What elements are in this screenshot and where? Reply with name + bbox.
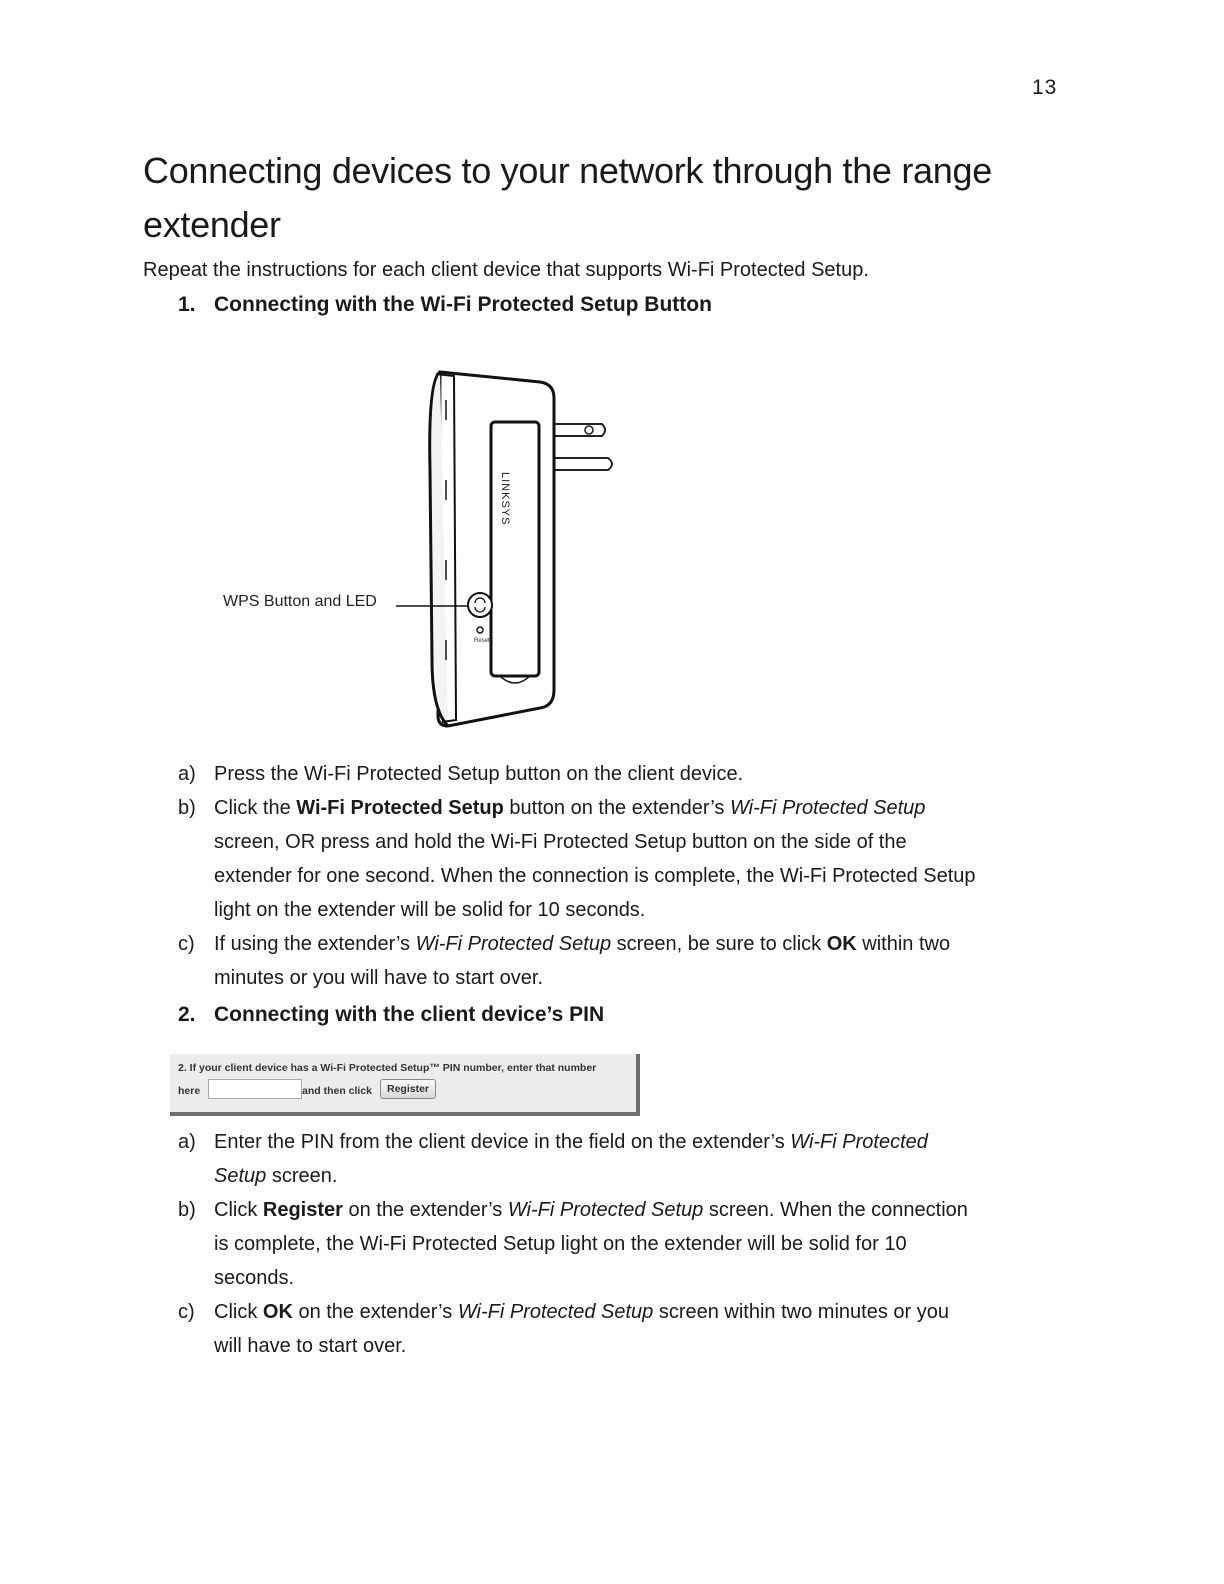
pin-entry-screenshot: [170, 1054, 640, 1116]
step-text: If using the extender’s: [214, 933, 416, 955]
step-label: b): [178, 797, 196, 819]
section2-heading: [178, 1001, 604, 1029]
step-text: Wi-Fi Protected Setup: [296, 797, 504, 819]
section2-steps: [178, 1125, 978, 1363]
step-text: screen. When the connection is complete, the Wi-Fi Protected Setup light on the extender will be solid for 10 seconds.: [214, 1199, 968, 1289]
reset-hole: [477, 627, 483, 633]
intro-text: Repeat the instructions for each client device that supports Wi-Fi Protected Setup.: [143, 259, 869, 281]
pin-here-label: here: [178, 1085, 201, 1097]
pin-then-label: and then click: [302, 1085, 373, 1097]
section1-step: [178, 791, 978, 927]
step-label: b): [178, 1199, 196, 1221]
step-text: within two minutes or you will have to start over.: [214, 933, 951, 989]
step-text: OK: [826, 933, 857, 955]
section2-step: [178, 1125, 978, 1193]
step-text: screen, be sure to click: [611, 933, 827, 955]
step-text: Click: [214, 1301, 263, 1323]
step-text: Wi-Fi Protected Setup: [214, 1131, 928, 1187]
step-text: screen, OR press and hold the Wi-Fi Protected Setup button on the side of the extender for one second. When the connection is complete, the Wi-Fi Protected Setup light on the extender will be solid for 10 seconds.: [214, 831, 976, 921]
step-text: Wi-Fi Protected Setup: [415, 933, 612, 955]
reset-label: Reset: [474, 638, 490, 644]
step-text: on the extender’s: [292, 1301, 458, 1323]
register-button[interactable]: Register: [380, 1079, 436, 1099]
range-extender-drawing: [210, 360, 630, 730]
step-label: a): [178, 1131, 196, 1153]
step-text: Wi-Fi Protected Setup: [457, 1301, 654, 1323]
step-text: on the extender’s: [342, 1199, 508, 1221]
step-text: Register: [262, 1199, 343, 1221]
step-text: Wi-Fi Protected Setup: [507, 1199, 704, 1221]
page-title: Connecting devices to your network through the range extender: [143, 150, 992, 245]
step-label: a): [178, 763, 196, 785]
section2-step: [178, 1193, 978, 1295]
section1-number: 1.: [178, 293, 196, 316]
section1-step: [178, 757, 978, 791]
wps-button: [468, 593, 492, 617]
pin-input[interactable]: [208, 1079, 302, 1099]
step-label: c): [178, 933, 195, 955]
section2-heading-text: Connecting with the client device’s PIN: [214, 1003, 605, 1026]
section2-step: [178, 1295, 978, 1363]
section2-number: 2.: [178, 1003, 196, 1026]
extender-illustration: [210, 360, 630, 730]
step-text: OK: [262, 1301, 293, 1323]
step-text: Enter the PIN from the client device in the field on the extender’s: [214, 1131, 791, 1153]
section1-steps: [178, 757, 978, 995]
wps-callout-label: WPS Button and LED: [223, 593, 377, 610]
step-text: Press the Wi-Fi Protected Setup button on the client device.: [214, 763, 744, 785]
section1-heading-text: Connecting with the Wi-Fi Protected Setup Button: [214, 293, 712, 316]
step-text: screen within two minutes or you will have to start over.: [214, 1301, 949, 1357]
step-label: c): [178, 1301, 195, 1323]
pin-instruction: 2. If your client device has a Wi-Fi Protected Setup™ PIN number, enter that number: [178, 1062, 597, 1074]
step-text: Wi-Fi Protected Setup: [729, 797, 926, 819]
page-number: 13: [1032, 76, 1058, 99]
section1-heading: [178, 291, 712, 319]
step-text: button on the extender’s: [503, 797, 730, 819]
step-text: Click the: [214, 797, 297, 819]
step-text: screen.: [266, 1165, 338, 1187]
section1-step: [178, 927, 978, 995]
step-text: Click: [214, 1199, 263, 1221]
brand-logo: LINKSYS: [499, 472, 511, 526]
